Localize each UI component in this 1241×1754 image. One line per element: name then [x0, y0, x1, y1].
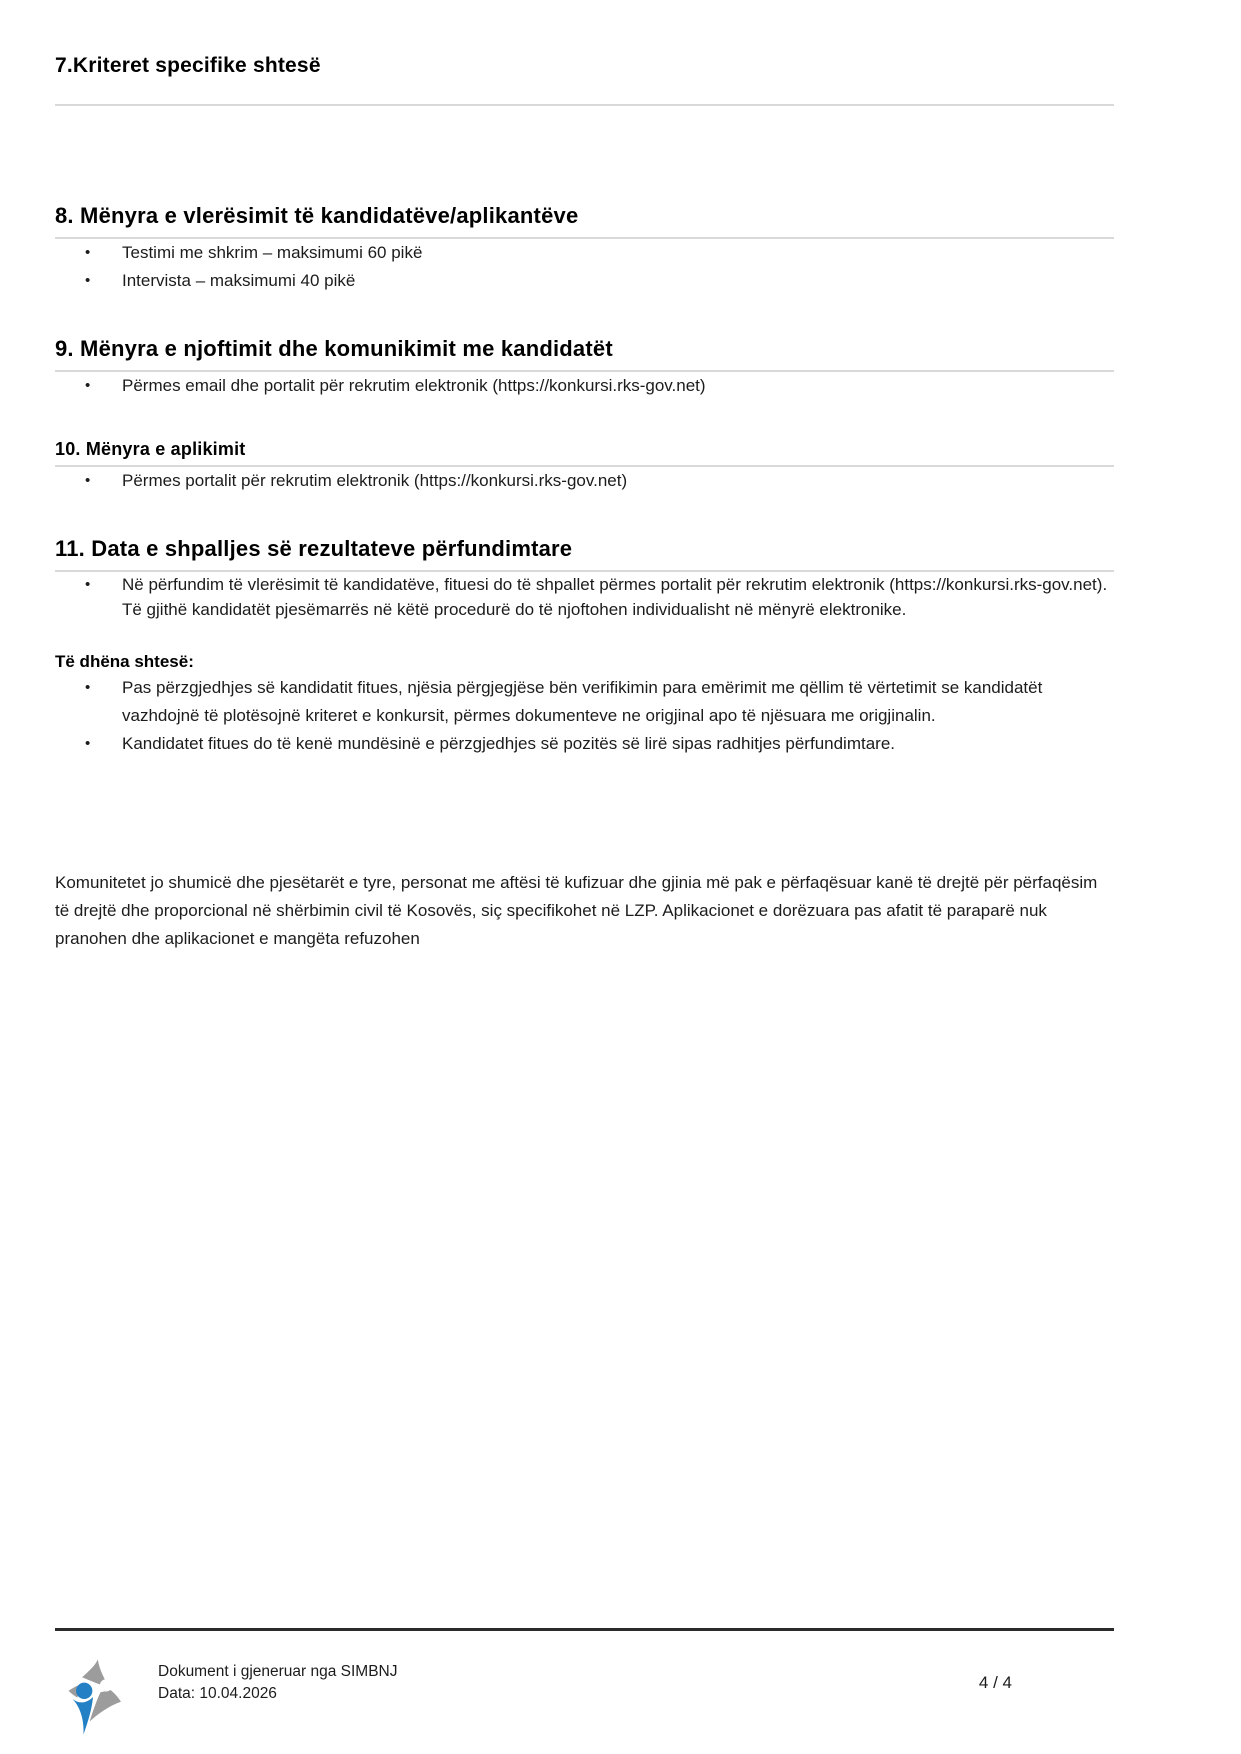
list-item: • Përmes email dhe portalit për rekrutim elektronik (https://konkursi.rks-gov.net)	[55, 372, 1114, 400]
section-11-heading: 11. Data e shpalljes së rezultateve përfundimtare	[55, 535, 1114, 572]
section-11-list	[55, 572, 1114, 622]
simbnj-logo-icon	[57, 1653, 125, 1745]
footer-generated-by: Dokument i gjeneruar nga SIMBNJ	[158, 1663, 398, 1680]
section-10-heading: 10. Mënyra e aplikimit	[55, 438, 1114, 467]
list-item: • Në përfundim të vlerësimit të kandidatëve, fituesi do të shpallet përmes portalit për rekrutim elektronik (https://konkursi.rks-gov.net). Të gjithë kandidatët pjesëmarrës në këtë procedurë do të njoftohen individualisht në mënyrë elektronike.	[55, 572, 1114, 622]
section-9-heading: 9. Mënyra e njoftimit dhe komunikimit me kandidatët	[55, 335, 1114, 372]
list-item: • Pas përzgjedhjes së kandidatit fitues, njësia përgjegjëse bën verifikimin para emërimit me qëllim të vërtetimit se kandidatët vazhdojnë të plotësojnë kriteret e konkursit, përmes dokumenteve ne origjinal apo të njësuara me origjinalin.	[55, 674, 1114, 730]
footer-date: Data: 10.04.2026	[158, 1685, 277, 1702]
list-item: • Testimi me shkrim – maksimumi 60 pikë	[55, 239, 1114, 267]
list-item: • Intervista – maksimumi 40 pikë	[55, 267, 1114, 295]
list-item: • Kandidatet fitues do të kenë mundësinë e përzgjedhjes së pozitës së lirë sipas radhitjes përfundimtare.	[55, 730, 1114, 758]
section-8-list	[55, 239, 1114, 295]
closing-paragraph: Komunitetet jo shumicë dhe pjesëtarët e tyre, personat me aftësi të kufizuar dhe gjinia më pak e përfaqësuar kanë të drejtë për përfaqësim të drejtë dhe proporcional në shërbimin civil të Kosovës, siç specifikohet në LZP. Aplikacionet e dorëzuara pas afatit të paraparë nuk pranohen dhe aplikacionet e mangëta refuzohen	[55, 873, 1098, 948]
page-number: 4 / 4	[978, 1673, 1012, 1692]
footer-text-block	[158, 1661, 398, 1705]
section-10-list	[55, 467, 1114, 495]
section-9-list	[55, 372, 1114, 400]
additional-info-heading: Të dhëna shtesë:	[55, 652, 194, 671]
section-7-divider	[55, 104, 1114, 106]
page-footer	[55, 1628, 1114, 1754]
section-7-heading: 7.Kriteret specifike shtesë	[55, 54, 321, 77]
additional-info-list	[55, 674, 1114, 758]
list-item: • Përmes portalit për rekrutim elektronik (https://konkursi.rks-gov.net)	[55, 467, 1114, 495]
section-8-heading: 8. Mënyra e vlerësimit të kandidatëve/aplikantëve	[55, 202, 1114, 239]
